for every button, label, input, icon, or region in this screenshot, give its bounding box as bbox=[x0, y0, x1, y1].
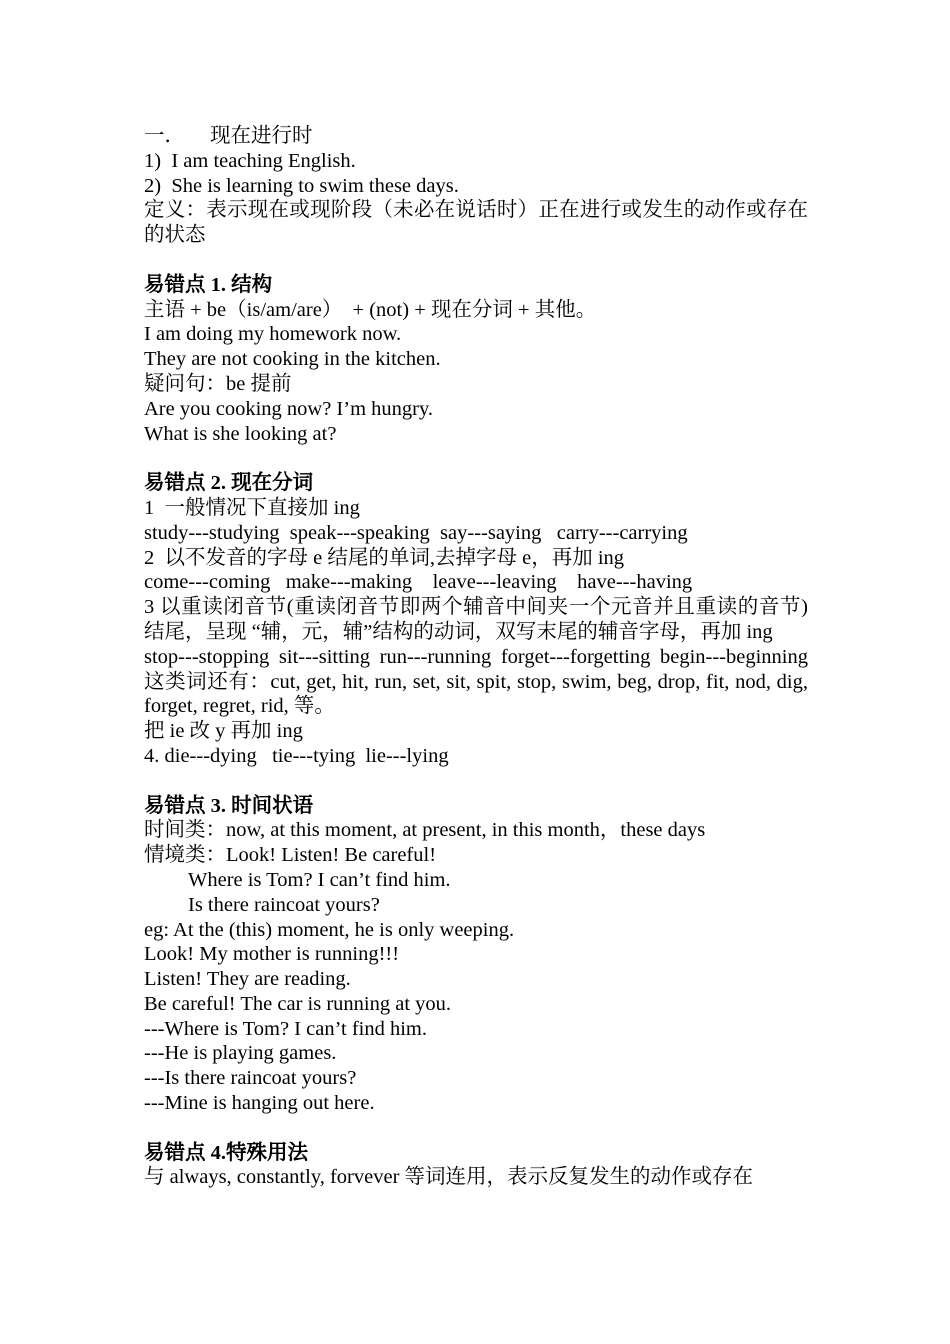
example-sentence: 1) I am teaching English. bbox=[144, 149, 356, 172]
rule-4-examples: 4. die---dying tie---tying lie---lying bbox=[144, 744, 449, 767]
special-usage-text: 与 always, constantly, forvever 等词连用，表示反复发生的动作或存在 bbox=[144, 1166, 754, 1189]
example-sentence: eg: At the (this) moment, he is only weeping. bbox=[144, 918, 515, 941]
section-number: 一． bbox=[144, 125, 185, 147]
section-title bbox=[144, 124, 808, 149]
example-sentence: What is she looking at? bbox=[144, 422, 337, 445]
example-sentence: Be careful! The car is running at you. bbox=[144, 992, 452, 1015]
dialogue-line: ---Where is Tom? I can’t find him. bbox=[144, 1017, 428, 1040]
context-example: Is there raincoat yours? bbox=[188, 893, 380, 916]
point-4-heading: 易错点 4.特殊用法 bbox=[144, 1141, 308, 1164]
rule-2-examples: come---coming make---making leave---leaving have---having bbox=[144, 571, 693, 594]
rule-3-examples: stop---stopping sit---sitting run---running forget---forgetting begin---beginning 这类词还有：cut, get, hit, run, set, sit, spit, stop, swim, beg, drop, fit, nod, dig, forget, regret, rid, 等。 bbox=[144, 645, 808, 718]
dialogue-line: ---Is there raincoat yours? bbox=[144, 1067, 357, 1090]
dialogue-line: ---Mine is hanging out here. bbox=[144, 1092, 375, 1115]
context-words: 情境类：Look! Listen! Be careful! bbox=[144, 844, 437, 867]
section-title-text: 现在进行时 bbox=[210, 125, 313, 147]
example-sentence: 2) She is learning to swim these days. bbox=[144, 174, 459, 197]
time-words: 时间类：now, at this moment, at present, in this month，these days bbox=[144, 819, 706, 842]
rule-1: 1 一般情况下直接加 ing bbox=[144, 496, 360, 519]
dialogue-line: ---He is playing games. bbox=[144, 1042, 337, 1065]
context-example: Where is Tom? I can’t find him. bbox=[188, 868, 451, 891]
definition-paragraph: 定义：表示现在或现阶段（未必在说话时）正在进行或发生的动作或存在的状态 bbox=[144, 199, 808, 247]
question-rule: 疑问句：be 提前 bbox=[144, 372, 292, 395]
example-sentence: Are you cooking now? I’m hungry. bbox=[144, 397, 434, 420]
point-1-heading: 易错点 1. 结构 bbox=[144, 273, 273, 296]
point-3-heading: 易错点 3. 时间状语 bbox=[144, 794, 314, 817]
point-2-heading: 易错点 2. 现在分词 bbox=[144, 472, 314, 495]
example-sentence: I am doing my homework now. bbox=[144, 323, 402, 346]
rule-3: 3 以重读闭音节(重读闭音节即两个辅音中间夹一个元音并且重读的音节)结尾，呈现 “辅，元，辅”结构的动词，双写末尾的辅音字母，再加 ing bbox=[144, 596, 808, 643]
example-sentence: They are not cooking in the kitchen. bbox=[144, 348, 441, 371]
rule-2: 2 以不发音的字母 e 结尾的单词,去掉字母 e，再加 ing bbox=[144, 546, 625, 569]
structure-formula: 主语 + be（is/am/are） + (not) + 现在分词 + 其他。 bbox=[144, 298, 597, 321]
rule-4: 把 ie 改 y 再加 ing bbox=[144, 720, 303, 743]
example-sentence: Look! My mother is running!!! bbox=[144, 943, 400, 966]
rule-1-examples: study---studying speak---speaking say---saying carry---carrying bbox=[144, 521, 688, 544]
document-page bbox=[144, 124, 808, 1190]
example-sentence: Listen! They are reading. bbox=[144, 968, 351, 991]
